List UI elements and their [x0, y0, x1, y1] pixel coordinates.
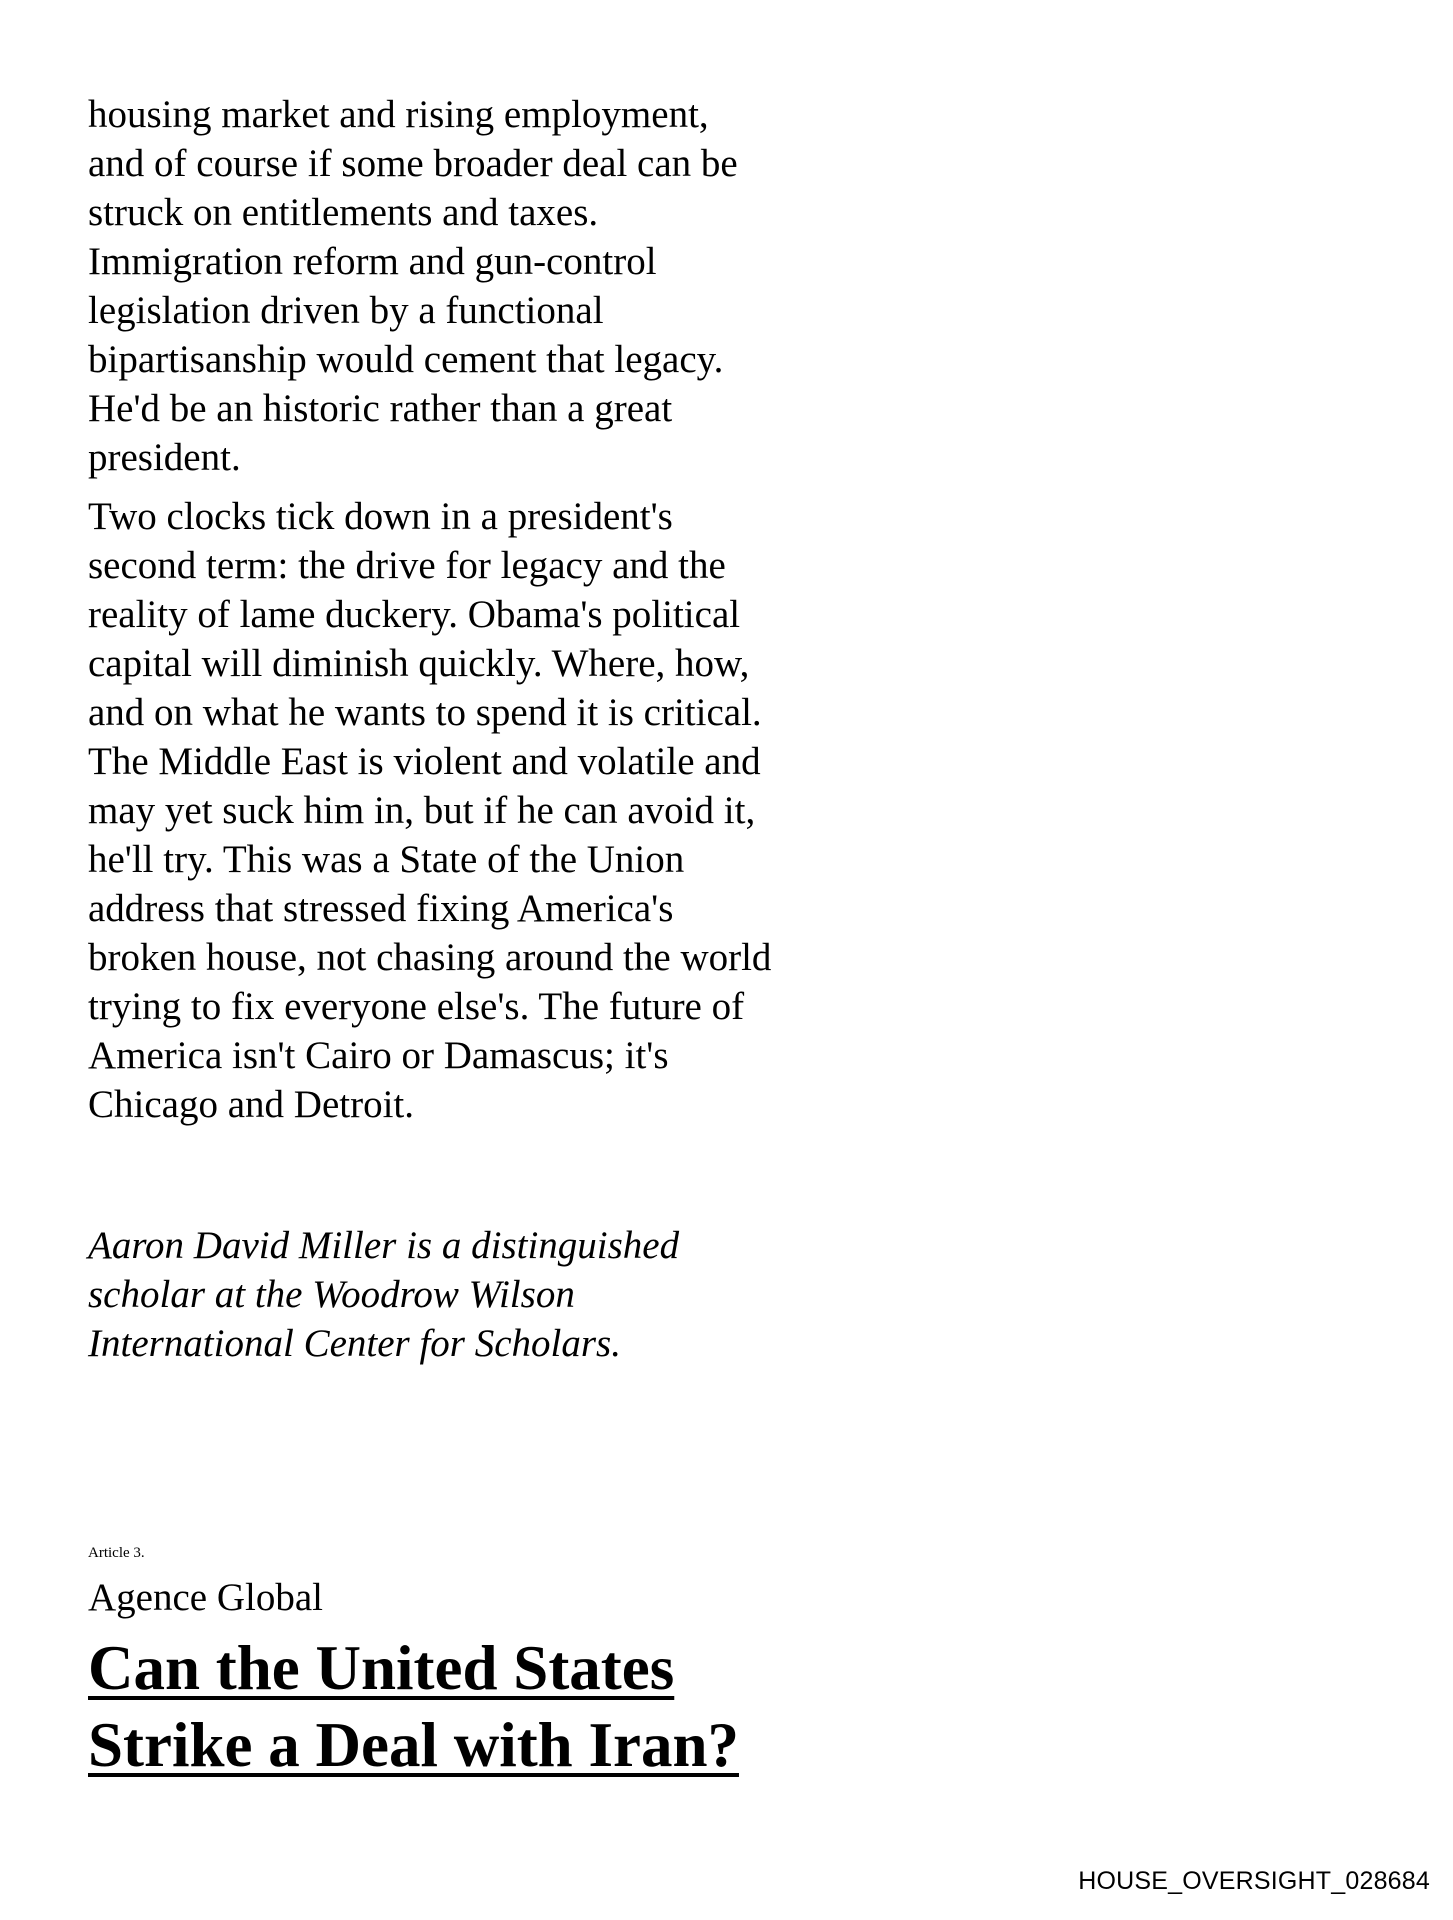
article-label: Article 3. — [88, 1545, 145, 1561]
text-line: He'd be an historic rather than a great — [88, 387, 673, 430]
text-line: Two clocks tick down in a president's — [88, 495, 673, 538]
text-line: Aaron David Miller is a distinguished — [88, 1224, 680, 1267]
text-line: president. — [88, 436, 241, 479]
article-source: Agence Global — [88, 1576, 323, 1619]
headline-line — [88, 1707, 868, 1784]
text-line: reality of lame duckery. Obama's political — [88, 593, 741, 636]
text-line: International Center for Scholars. — [88, 1322, 621, 1365]
headline-line — [88, 1630, 868, 1707]
article-headline — [88, 1630, 868, 1784]
text-line: address that stressed fixing America's — [88, 887, 674, 930]
headline-text: Can the United States — [88, 1633, 675, 1703]
document-id: HOUSE_OVERSIGHT_028684 — [1078, 1867, 1430, 1895]
text-line: scholar at the Woodrow Wilson — [88, 1273, 575, 1316]
body-paragraph-2 — [88, 492, 868, 1129]
text-line: second term: the drive for legacy and the — [88, 544, 726, 587]
text-line: and on what he wants to spend it is critical. — [88, 691, 762, 734]
text-line: bipartisanship would cement that legacy. — [88, 338, 724, 381]
body-paragraph-1 — [88, 90, 868, 482]
text-line: Chicago and Detroit. — [88, 1083, 414, 1126]
text-line: may yet suck him in, but if he can avoid it, — [88, 789, 756, 832]
text-line: trying to fix everyone else's. The future of — [88, 985, 745, 1028]
headline-text: Strike a Deal with Iran? — [88, 1710, 739, 1780]
text-line: capital will diminish quickly. Where, how, — [88, 642, 750, 685]
document-column — [88, 90, 868, 1784]
text-line: struck on entitlements and taxes. — [88, 191, 599, 234]
author-bio — [88, 1221, 868, 1368]
text-line: Immigration reform and gun-control — [88, 240, 657, 283]
text-line: America isn't Cairo or Damascus; it's — [88, 1034, 669, 1077]
text-line: legislation driven by a functional — [88, 289, 604, 332]
text-line: housing market and rising employment, — [88, 93, 709, 136]
text-line: and of course if some broader deal can be — [88, 142, 738, 185]
text-line: he'll try. This was a State of the Union — [88, 838, 685, 881]
text-line: The Middle East is violent and volatile and — [88, 740, 761, 783]
text-line: broken house, not chasing around the world — [88, 936, 772, 979]
